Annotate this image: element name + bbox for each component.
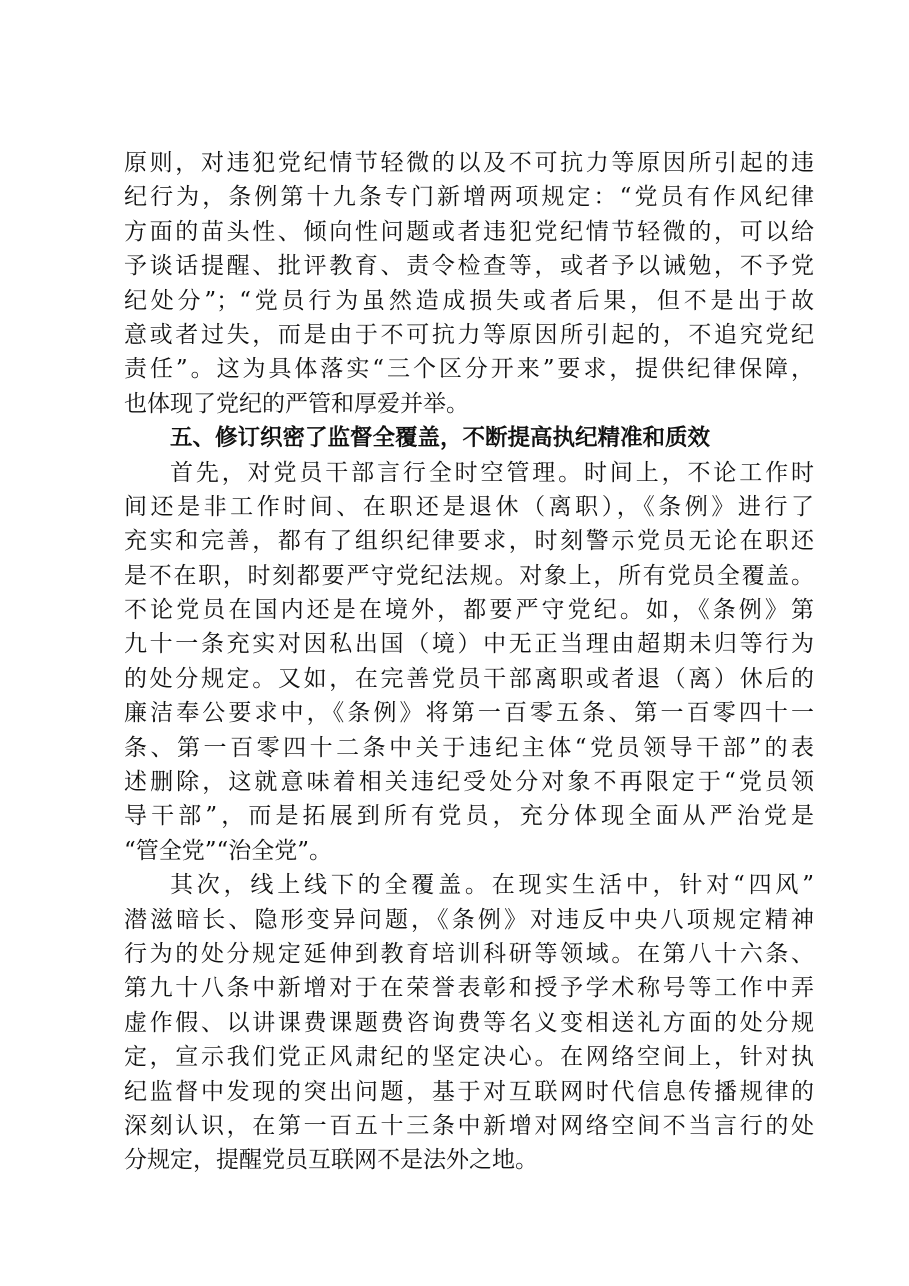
text-line: 纪处分”；“党员行为虽然造成损失或者后果，但不是出于故 bbox=[124, 287, 814, 314]
paragraph-time-space bbox=[124, 456, 814, 869]
text-line: 意或者过失，而是由于不可抗力等原因所引起的，不追究党纪 bbox=[124, 321, 814, 348]
text-line: 予谈话提醒、批评教育、责令检查等，或者予以诫勉，不予党 bbox=[124, 253, 814, 280]
text-line: 首先，对党员干部言行全时空管理。时间上，不论工作时 bbox=[170, 459, 814, 486]
text-line: 虚作假、以讲课费课题费咨询费等名义变相送礼方面的处分规 bbox=[124, 1009, 814, 1036]
text-line: 深刻认识，在第一百五十三条中新增对网络空间不当言行的处 bbox=[124, 1112, 814, 1139]
text-line: 定，宣示我们党正风肃纪的坚定决心。在网络空间上，针对执 bbox=[124, 1044, 814, 1071]
text-line: 廉洁奉公要求中，《条例》将第一百零五条、第一百零四十一 bbox=[124, 700, 814, 727]
section-heading-5: 五、修订织密了监督全覆盖，不断提高执纪精准和质效 bbox=[170, 425, 711, 452]
text-line: 方面的苗头性、倾向性问题或者违犯党纪情节轻微的，可以给 bbox=[124, 218, 814, 245]
text-line: 是不在职，时刻都要严守党纪法规。对象上，所有党员全覆盖。 bbox=[124, 562, 814, 589]
paragraph-online-offline bbox=[124, 868, 814, 1178]
text-line: “管全党”“治全党”。 bbox=[124, 837, 333, 864]
text-line: 的处分规定。又如，在完善党员干部离职或者退（离）休后的 bbox=[124, 665, 814, 692]
text-line: 也体现了党纪的严管和厚爱并举。 bbox=[124, 390, 469, 417]
document-page bbox=[124, 146, 814, 1178]
text-line: 第九十八条中新增对于在荣誉表彰和授予学术称号等工作中弄 bbox=[124, 975, 814, 1002]
text-line: 述删除，这就意味着相关违纪受处分对象不再限定于“党员领 bbox=[124, 769, 814, 796]
text-line: 条、第一百零四十二条中关于违纪主体“党员领导干部”的表 bbox=[124, 734, 814, 761]
text-line: 潜滋暗长、隐形变异问题，《条例》对违反中央八项规定精神 bbox=[124, 906, 814, 933]
text-line: 间还是非工作时间、在职还是退休（离职），《条例》进行了 bbox=[124, 493, 814, 520]
text-line: 其次，线上线下的全覆盖。在现实生活中，针对“四风” bbox=[170, 872, 814, 899]
text-line: 充实和完善，都有了组织纪律要求，时刻警示党员无论在职还 bbox=[124, 528, 814, 555]
text-line: 责任”。这为具体落实“三个区分开来”要求，提供纪律保障， bbox=[124, 356, 814, 383]
text-line: 不论党员在国内还是在境外，都要严守党纪。如，《条例》第 bbox=[124, 597, 814, 624]
text-line: 原则，对违犯党纪情节轻微的以及不可抗力等原因所引起的违 bbox=[124, 150, 814, 176]
paragraph-continued bbox=[124, 146, 814, 421]
text-line: 纪监督中发现的突出问题，基于对互联网时代信息传播规律的 bbox=[124, 1078, 814, 1105]
text-line: 行为的处分规定延伸到教育培训科研等领域。在第八十六条、 bbox=[124, 940, 814, 967]
text-line: 分规定，提醒党员互联网不是法外之地。 bbox=[124, 1147, 538, 1174]
text-line: 纪行为，条例第十九条专门新增两项规定：“党员有作风纪律 bbox=[124, 184, 814, 211]
text-line: 九十一条充实对因私出国（境）中无正当理由超期未归等行为 bbox=[124, 631, 814, 658]
text-line: 导干部”，而是拓展到所有党员，充分体现全面从严治党是 bbox=[124, 803, 814, 830]
